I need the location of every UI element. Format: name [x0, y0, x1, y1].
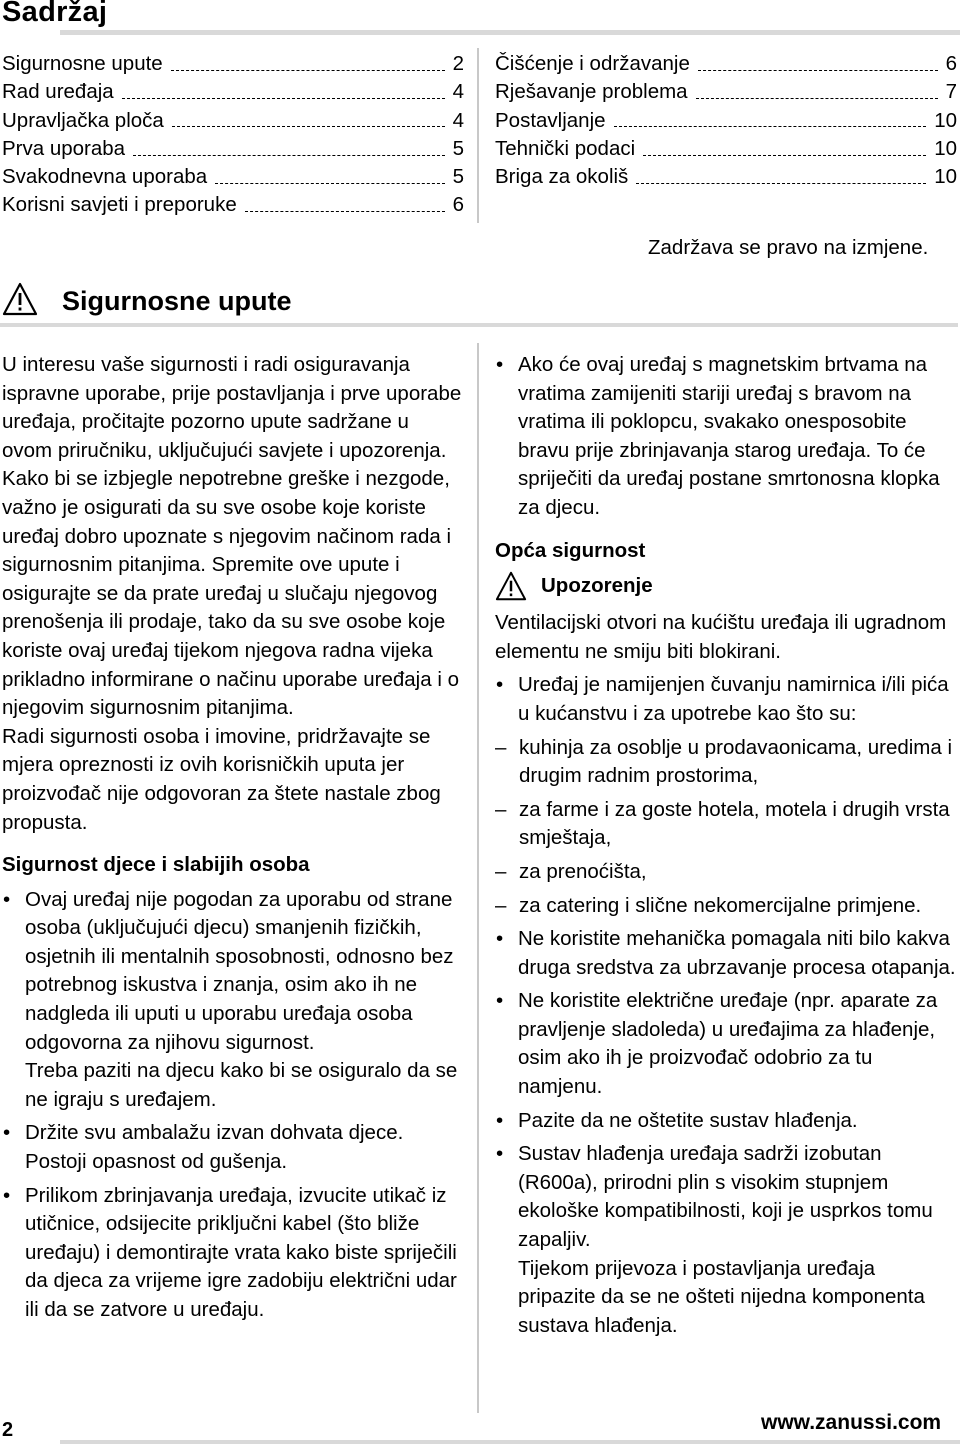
toc-entry-label: Rad uređaja [2, 80, 114, 104]
toc-entry-label: Sigurnosne upute [2, 52, 163, 75]
warning-triangle-icon [2, 282, 38, 316]
toc-entry-page: 2 [452, 52, 464, 75]
toc-entry[interactable] [2, 78, 464, 106]
list-item-text: Ovaj uređaj nije pogodan za uporabu od strane osoba (uključujući djecu) smanjenih fizičkih, osjetnih ili mentalnih sposobnosti, odnosno bez potrebnog iskustva i znanja, osim ako ih ne nadgleda ili uputi u uporabu uređaja osoba odgovorna za njihovu sigurnost. [25, 887, 454, 1054]
toc-entry-page: 10 [934, 136, 957, 160]
toc-entry-page: 6 [452, 193, 464, 217]
toc-right-column [495, 50, 957, 191]
warning-label: Upozorenje [541, 573, 653, 597]
list-item-text: Ne koristite mehanička pomagala niti bilo kakva druga sredstva za ubrzavanje procesa otapanja. [518, 927, 956, 979]
toc-entry[interactable] [495, 78, 957, 106]
intended-use-list [495, 734, 957, 921]
toc-entry-label: Čišćenje i održavanje [495, 52, 690, 75]
list-item-text: Držite svu ambalažu izvan dohvata djece. Postoji opasnost od gušenja. [25, 1121, 404, 1174]
toc-entry-label: Prva uporaba [2, 136, 126, 160]
page-number: 2 [2, 1419, 14, 1441]
toc-leader [172, 126, 445, 127]
toc-entry[interactable] [2, 50, 464, 78]
toc-entry[interactable] [2, 163, 464, 191]
intro-paragraph: U interesu vaše sigurnosti i radi osiguravanja ispravne uporabe, prije postavljanja i prve uporabe uređaja, pročitajte pozorno upute sadržane u ovom priručniku, uključujući savjete i upozorenja. Kako bi se izbjegle nepotrebne greške i nezgode, važno je osigurati da su sve osobe koje koriste uređaj dobro upoznate s njegovim načinom rada i sigurnosnim pitanjima. Spremite ove upute i osigurajte se da prate uređaj u slučaju njegovog prenošenja ili prodaje, tako da su sve osobe koje koriste ovaj uređaj tijekom njegova radna vijeka prikladno informirane o načinu uporabe uređaja i o njegovim sigurnosnim pitanjima. [2, 353, 462, 720]
toc-leader [171, 70, 445, 71]
list-item-note: Treba paziti na djecu kako bi se osiguralo da se ne igraju s uređajem. [25, 1059, 458, 1111]
list-item-text: za catering i slične nekomercijalne primjene. [519, 893, 922, 917]
list-item [495, 734, 957, 791]
list-item [2, 1182, 464, 1325]
general-safety-list-cont [495, 925, 957, 1340]
list-item [495, 1140, 957, 1340]
general-safety-heading: Opća sigurnost [495, 538, 646, 562]
toc-entry-label: Postavljanje [495, 108, 606, 132]
list-item-text: Prilikom zbrinjavanja uređaja, izvucite utikač iz utičnice, odsijecite priključni kabel (što bliže uređaju) i demontirajte vrata kako biste spriječili da djeca za vrijeme igre zadobiju električni udar ili da se zatvore u uređaju. [25, 1183, 457, 1321]
toc-entry[interactable] [2, 135, 464, 163]
list-item-text: za farme i za goste hotela, motela i drugih vrsta smještaja, [519, 797, 950, 850]
list-item [495, 1107, 957, 1136]
toc-entry-label: Svakodnevna uporaba [2, 165, 208, 189]
list-item-note: Tijekom prijevoza i postavljanja uređaja pripazite da se ne ošteti nijedna komponenta sustava hlađenja. [518, 1256, 925, 1337]
list-item [495, 858, 957, 887]
toc-entry[interactable] [2, 191, 464, 219]
list-item [495, 987, 957, 1101]
toc-entry-page: 4 [452, 80, 464, 104]
toc-leader [696, 98, 938, 99]
footer-divider [60, 1440, 960, 1444]
toc-entry-label: Upravljačka ploča [2, 108, 164, 132]
website-link[interactable]: www.zanussi.com [761, 1411, 942, 1434]
warning-triangle-icon [495, 571, 527, 601]
page-title: Sadržaj [2, 0, 108, 28]
list-item [495, 892, 957, 921]
child-safety-heading: Sigurnost djece i slabijih osoba [2, 853, 310, 877]
toc-entry[interactable] [495, 50, 957, 78]
list-item-text: Sustav hlađenja uređaja sadrži izobutan (R600a), prirodni plin s visokim stupnjem ekološke kompatibilnosti, koji je usprkos tomu zapaljiv. [518, 1142, 933, 1252]
list-item [495, 671, 957, 728]
rights-notice: Zadržava se pravo na izmjene. [648, 236, 929, 259]
list-item-text: Ne koristite električne uređaje (npr. aparate za pravljenje sladoleda) u uređajima za hlađenje, osim ako ih je proizvođač odobrio za tu namjenu. [518, 989, 938, 1099]
toc-entry-label: Tehnički podaci [495, 136, 636, 160]
intro-paragraph-2: Radi sigurnosti osoba i imovine, pridržavajte se mjera opreznosti iz ovih korisničkih uputa jer proizvođač nije odgovoran za štete nastale zbog propusta. [2, 724, 441, 834]
list-item [495, 351, 957, 523]
list-item [495, 925, 957, 982]
toc-entry-page: 5 [452, 165, 464, 189]
list-item-text: kuhinja za osoblje u prodavaonicama, uredima i drugim radnim prostorima, [519, 735, 953, 788]
toc-leader [122, 98, 445, 99]
magnet-list [495, 351, 957, 523]
child-safety-list [2, 886, 464, 1325]
list-item-text: Pazite da ne oštetite sustav hlađenja. [518, 1108, 858, 1132]
toc-left-column [2, 50, 464, 220]
toc-entry-label: Rješavanje problema [495, 80, 688, 104]
top-divider [60, 30, 960, 35]
toc-entry-page: 7 [945, 80, 957, 104]
toc-leader [614, 126, 927, 127]
toc-leader [643, 155, 926, 156]
section-divider [0, 323, 958, 327]
toc-entry-page: 10 [934, 165, 957, 189]
list-item-text: za prenoćišta, [519, 859, 647, 883]
list-item [2, 1119, 464, 1176]
toc-leader [698, 70, 938, 71]
list-item [2, 886, 464, 1115]
toc-entry[interactable] [2, 107, 464, 135]
toc-entry[interactable] [495, 107, 957, 135]
list-item [495, 796, 957, 853]
section-title: Sigurnosne upute [62, 286, 292, 316]
warning-text: Ventilacijski otvori na kućištu uređaja ili ugradnom elementu ne smiju biti blokirani. [495, 611, 947, 663]
warning-callout [495, 571, 957, 601]
left-text-column [2, 351, 464, 1325]
list-item-text: Ako će ovaj uređaj s magnetskim brtvama na vratima zamijeniti stariji uređaj s bravom na vratima ili poklopcu, svakako onesposobite bravu prije zbrinjavanja starog uređaja. To će spriječiti da uređaj postane smrtonosna klopka za djecu. [518, 353, 940, 519]
toc-entry-page: 10 [934, 108, 957, 132]
toc-entry[interactable] [495, 163, 957, 191]
column-divider [477, 343, 479, 1413]
toc-leader [245, 211, 445, 212]
toc-leader [636, 183, 926, 184]
toc-entry-page: 4 [452, 108, 464, 132]
toc-entry[interactable] [495, 135, 957, 163]
toc-entry-page: 5 [452, 136, 464, 160]
right-text-column [495, 351, 957, 1340]
toc-entry-label: Korisni savjeti i preporuke [2, 193, 237, 217]
toc-entry-page: 6 [945, 52, 957, 75]
general-safety-list [495, 671, 957, 728]
list-item-text: Uređaj je namijenjen čuvanju namirnica i/ili pića u kućanstvu i za upotrebe kao što su: [518, 673, 949, 725]
toc-leader [133, 155, 445, 156]
toc-entry-label: Briga za okoliš [495, 165, 629, 189]
toc-column-divider [477, 48, 479, 223]
toc-leader [215, 183, 444, 184]
